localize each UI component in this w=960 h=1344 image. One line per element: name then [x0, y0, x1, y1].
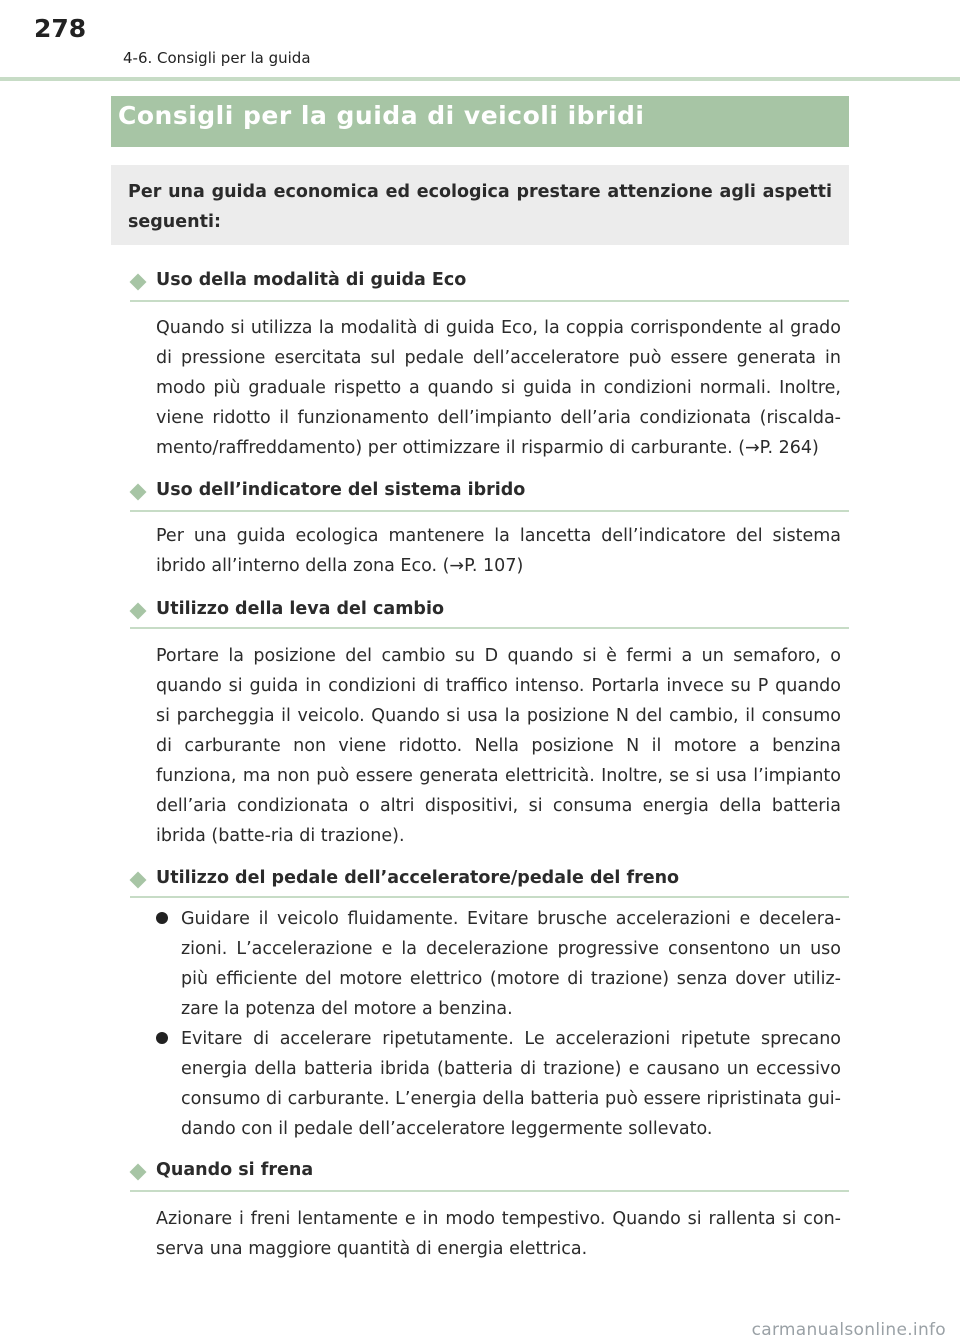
- section-title: Uso dell’indicatore del sistema ibrido: [156, 480, 526, 500]
- section-rule: [130, 627, 849, 629]
- bullet-text: Guidare il veicolo fluidamente. Evitare brusche accelerazioni e decelera-zioni. L’accelerazione e la decelerazione progressive consentono un uso più efficiente del motore elettrico (motore di trazione) senza dover utiliz-zare la potenza del motore a benzina.: [181, 909, 841, 1019]
- bullet-dot-icon: [156, 1032, 168, 1044]
- diamond-icon: [130, 872, 147, 889]
- section-rule: [130, 510, 849, 512]
- diamond-icon: [130, 484, 147, 501]
- section-rule: [130, 1190, 849, 1192]
- section-title: Uso della modalità di guida Eco: [156, 270, 467, 290]
- section-rule: [130, 300, 849, 302]
- bullet-text: Evitare di accelerare ripetutamente. Le accelerazioni ripetute sprecano energia della batteria ibrida (batteria di trazione) e causano un eccessivo consumo di carburante. L’energia della batteria può essere ripristinata gui-dando con il pedale dell’acceleratore leggermente sollevato.: [181, 1029, 841, 1139]
- intro-text: Per una guida economica ed ecologica prestare attenzione agli aspetti seguenti:: [128, 182, 832, 232]
- section-title: Utilizzo del pedale dell’acceleratore/pedale del freno: [156, 868, 680, 888]
- diamond-icon: [130, 274, 147, 291]
- section-text-shift-lever: Portare la posizione del cambio su D quando si è fermi a un semaforo, o quando si guida in condizioni di traffico intenso. Portarla invece su P quando si parcheggia il veicolo. Quando si usa la posizione N del cambio, il consumo di carburante non viene ridotto. Nella posizione N il motore a benzina funziona, ma non può essere generata elettricità. Inoltre, se si usa l’impianto dell’aria condizionata o altri dispositivi, si consuma energia della batteria ibrida (batte-ria di trazione).: [156, 646, 841, 846]
- diamond-icon: [130, 603, 147, 620]
- section-text-hybrid-indicator: Per una guida ecologica mantenere la lancetta dell’indicatore del sistema ibrido all’interno della zona Eco. (→P. 107): [156, 526, 841, 576]
- diamond-icon: [130, 1164, 147, 1181]
- section-text-eco-mode: Quando si utilizza la modalità di guida Eco, la coppia corrispondente al grado di pressione esercitata sul pedale dell’acceleratore può essere generata in modo più graduale rispetto a quando si guida in condizioni normali. Inoltre, viene ridotto il funzionamento dell’impianto dell’aria condizionata (riscalda-mento/raffreddamento) per ottimizzare il risparmio di carburante. (→P. 264): [156, 318, 841, 458]
- section-text-braking: Azionare i freni lentamente e in modo tempestivo. Quando si rallenta si con-serva una maggiore quantità di energia elettrica.: [156, 1209, 841, 1259]
- header-rule: [0, 77, 960, 81]
- bullet-dot-icon: [156, 912, 168, 924]
- section-title: Utilizzo della leva del cambio: [156, 599, 444, 619]
- running-head: 4-6. Consigli per la guida: [123, 49, 311, 67]
- page-number: 278: [34, 14, 87, 43]
- section-rule: [130, 896, 849, 898]
- section-title: Quando si frena: [156, 1160, 314, 1180]
- page-title: Consigli per la guida di veicoli ibridi: [118, 101, 645, 130]
- watermark: carmanualsonline.info: [751, 1320, 946, 1340]
